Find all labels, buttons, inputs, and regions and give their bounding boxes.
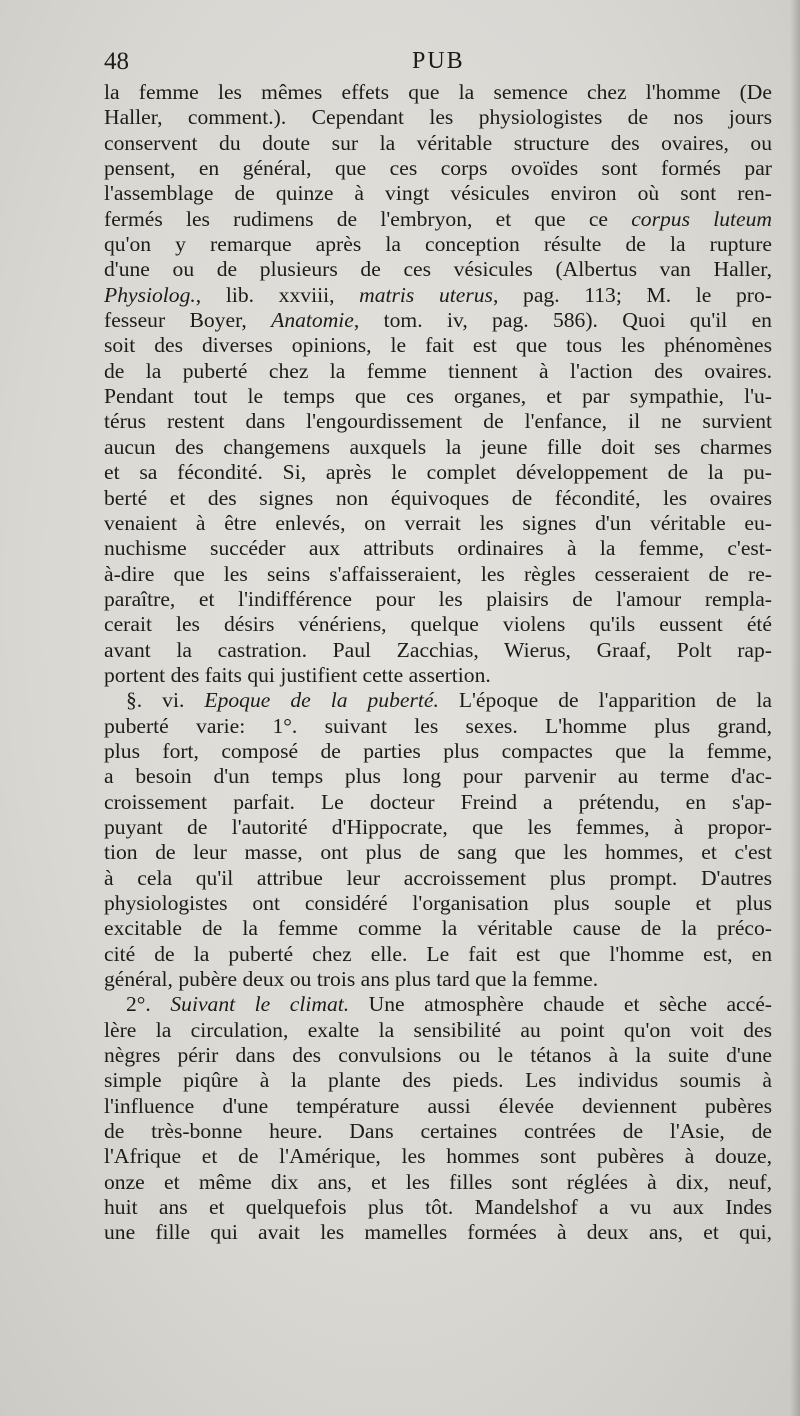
- text-span: plus fort, composé de parties plus compactes que la femme,: [104, 738, 772, 763]
- text-span: a besoin d'un temps plus long pour parvenir au terme d'ac-: [104, 764, 772, 789]
- text-line: [104, 181, 772, 206]
- running-head: PUB: [412, 48, 465, 74]
- text-span: §. vi.: [126, 688, 205, 713]
- text-line: [104, 967, 772, 992]
- text-line: [104, 587, 772, 612]
- text-span: avant la castration. Paul Zacchias, Wierus, Graaf, Polt rap-: [104, 637, 772, 662]
- text-span: conservent du doute sur la véritable structure des ovaires, ou: [104, 130, 772, 155]
- text-span: térus restent dans l'engourdissement de l'enfance, il ne survient: [104, 409, 772, 434]
- text-span: puberté varie: 1°. suivant les sexes. L'homme plus grand,: [104, 713, 772, 738]
- text-line: [104, 688, 772, 713]
- text-line: [104, 359, 772, 384]
- text-span: huit ans et quelquefois plus tôt. Mandelshof a vu aux Indes: [104, 1195, 772, 1220]
- text-line: [104, 764, 772, 789]
- text-span: soit des diverses opinions, le fait est que tous les phénomènes: [104, 333, 772, 358]
- text-span: l'Afrique et de l'Amérique, les hommes sont pubères à douze,: [104, 1144, 772, 1169]
- text-line: [104, 207, 772, 232]
- text-span: onze et même dix ans, et les filles sont réglées à dix, neuf,: [104, 1169, 772, 1194]
- text-span: cité de la puberté chez elle. Le fait est que l'homme est, en: [104, 941, 772, 966]
- page-number: 48: [104, 48, 129, 75]
- text-span: général, pubère deux ou trois ans plus tard que la femme.: [104, 967, 599, 992]
- text-span: l'influence d'une température aussi élevée deviennent pubères: [104, 1093, 772, 1118]
- text-line: [104, 384, 772, 409]
- italic-span: matris uterus: [359, 282, 493, 307]
- text-line: [104, 638, 772, 663]
- text-line: [104, 308, 772, 333]
- text-span: puyant de l'autorité d'Hippocrate, que les femmes, à propor-: [104, 814, 772, 839]
- italic-span: Epoque de la puberté.: [204, 688, 439, 713]
- text-line: [104, 1018, 772, 1043]
- text-line: [104, 562, 772, 587]
- page-edge-shadow: [790, 0, 800, 1416]
- text-span: Une atmosphère chaude et sèche accé-: [349, 992, 772, 1017]
- text-span: aucun des changemens auxquels la jeune fille doit ses charmes: [104, 434, 772, 459]
- text-line: [104, 891, 772, 916]
- text-line: [104, 486, 772, 511]
- text-line: [104, 790, 772, 815]
- text-span: portent des faits qui justifient cette assertion.: [104, 662, 491, 687]
- text-line: [104, 840, 772, 865]
- text-line: [104, 1220, 772, 1245]
- body-text: [104, 80, 772, 1246]
- italic-span: Anatomie: [271, 308, 354, 333]
- text-span: d'une ou de plusieurs de ces vésicules (Albertus van Haller,: [104, 257, 772, 282]
- text-line: [104, 131, 772, 156]
- text-span: qu'on y remarque après la conception résulte de la rupture: [104, 232, 772, 257]
- text-span: de très-bonne heure. Dans certaines contrées de l'Asie, de: [104, 1119, 772, 1144]
- text-span: tion de leur masse, ont plus de sang que les hommes, et c'est: [104, 840, 772, 865]
- text-line: [104, 105, 772, 130]
- text-span: une fille qui avait les mamelles formées à deux ans, et qui,: [104, 1220, 772, 1245]
- italic-span: Physiolog.: [104, 282, 196, 307]
- text-line: [104, 511, 772, 536]
- text-line: [104, 1170, 772, 1195]
- text-span: croissement parfait. Le docteur Freind a prétendu, en s'ap-: [104, 789, 772, 814]
- text-line: [104, 612, 772, 637]
- text-line: [104, 80, 772, 105]
- text-span: Haller, comment.). Cependant les physiologistes de nos jours: [104, 105, 772, 130]
- text-span: l'assemblage de quinze à vingt vésicules environ où sont ren-: [104, 181, 772, 206]
- text-line: [104, 333, 772, 358]
- italic-span: corpus luteum: [631, 206, 772, 231]
- text-span: et sa fécondité. Si, après le complet développement de la pu-: [104, 460, 772, 485]
- text-span: à-dire que les seins s'affaisseraient, les règles cesseraient de re-: [104, 561, 772, 586]
- text-span: Pendant tout le temps que ces organes, et par sympathie, l'u-: [104, 384, 772, 409]
- text-span: à cela qu'il attribue leur accroissement plus prompt. D'autres: [104, 865, 772, 890]
- text-span: lère la circulation, exalte la sensibilité au point qu'on voit des: [104, 1017, 772, 1042]
- text-span: nuchisme succéder aux attributs ordinaires à la femme, c'est-: [104, 536, 772, 561]
- text-span: pensent, en général, que ces corps ovoïdes sont formés par: [104, 156, 772, 181]
- text-line: [104, 815, 772, 840]
- text-span: simple piqûre à la plante des pieds. Les individus soumis à: [104, 1068, 772, 1093]
- text-line: [104, 257, 772, 282]
- text-line: [104, 409, 772, 434]
- text-line: [104, 156, 772, 181]
- text-line: [104, 1043, 772, 1068]
- text-span: nègres périr dans des convulsions ou le tétanos à la suite d'une: [104, 1043, 772, 1068]
- text-span: L'époque de l'apparition de la: [438, 688, 772, 713]
- text-line: [104, 460, 772, 485]
- text-line: [104, 663, 772, 688]
- text-line: [104, 992, 772, 1017]
- text-line: [104, 1094, 772, 1119]
- text-span: excitable de la femme comme la véritable cause de la préco-: [104, 916, 772, 941]
- page-header: [104, 48, 772, 82]
- text-line: [104, 866, 772, 891]
- italic-span: Suivant le climat.: [170, 992, 350, 1017]
- text-span: fesseur Boyer,: [104, 308, 272, 333]
- text-line: [104, 739, 772, 764]
- text-span: paraître, et l'indifférence pour les plaisirs de l'amour rempla-: [104, 586, 772, 611]
- text-span: berté et des signes non équivoques de fécondité, les ovaires: [104, 485, 772, 510]
- text-line: [104, 1195, 772, 1220]
- text-line: [104, 283, 772, 308]
- text-line: [104, 435, 772, 460]
- text-line: [104, 1119, 772, 1144]
- text-line: [104, 536, 772, 561]
- text-span: , pag. 113; M. le pro-: [492, 282, 772, 307]
- text-line: [104, 916, 772, 941]
- text-span: fermés les rudimens de l'embryon, et que ce: [104, 206, 632, 231]
- text-line: [104, 942, 772, 967]
- text-line: [104, 232, 772, 257]
- text-span: physiologistes ont considéré l'organisation plus souple et plus: [104, 891, 772, 915]
- text-line: [104, 714, 772, 739]
- text-span: , tom. iv, pag. 586). Quoi qu'il en: [353, 308, 772, 333]
- text-span: venaient à être enlevés, on verrait les signes d'un véritable eu-: [104, 510, 772, 535]
- text-span: cerait les désirs vénériens, quelque violens qu'ils eussent été: [104, 612, 772, 637]
- text-span: , lib. xxviii,: [195, 282, 360, 307]
- text-line: [104, 1068, 772, 1093]
- text-line: [104, 1144, 772, 1169]
- text-span: la femme les mêmes effets que la semence chez l'homme (De: [104, 80, 772, 104]
- text-span: 2°.: [126, 992, 171, 1017]
- text-span: de la puberté chez la femme tiennent à l'action des ovaires.: [104, 358, 772, 383]
